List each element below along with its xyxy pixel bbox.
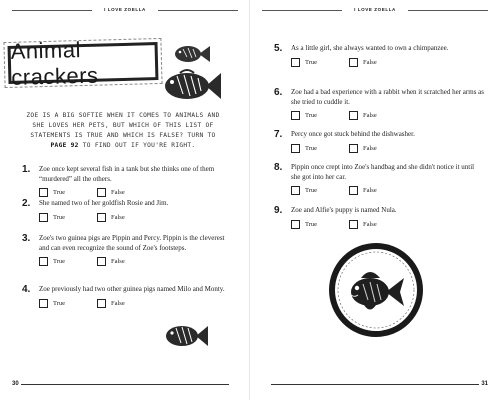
false-checkbox[interactable] [97,257,106,266]
question-9: 9. Zoe and Alfie's puppy is named Nula. True False [274,205,397,228]
question-2: 2. She named two of her goldfish Rosie and Jim. True False [22,198,169,221]
question-5: 5. As a little girl, she always wanted to own a chimpanzee. True False [274,43,449,66]
true-checkbox[interactable] [39,257,48,266]
question-6: 6. Zoe had a bad experience with a rabbit when it scratched her arms as she tried to cuddle it. True False [274,87,484,119]
running-head: I LOVE ZOELLA [250,7,500,12]
right-page [250,0,500,400]
question-4: 4. Zoe previously had two other guinea pigs named Milo and Monty. True False [22,284,225,307]
false-checkbox[interactable] [349,220,358,229]
true-checkbox[interactable] [39,213,48,222]
true-checkbox[interactable] [39,188,48,197]
false-checkbox[interactable] [97,188,106,197]
page-number: 31 [271,381,488,387]
true-checkbox[interactable] [39,299,48,308]
fish-icon [160,67,222,105]
page-number: 30 [12,381,229,387]
running-head: I LOVE ZOELLA [0,7,250,12]
false-checkbox[interactable] [349,186,358,195]
true-checkbox[interactable] [291,186,300,195]
question-3: 3. Zoe's two guinea pigs are Pippin and Percy. Pippin is the cleverest and can even recognize the sound of Zoe's footsteps. True False [22,233,225,265]
true-checkbox[interactable] [291,220,300,229]
fish-stamp-icon [328,242,424,338]
false-checkbox[interactable] [349,58,358,67]
true-checkbox[interactable] [291,144,300,153]
false-checkbox[interactable] [349,144,358,153]
question-1: 1. Zoe once kept several fish in a tank but she thinks one of them “murdered” all the others. True False [22,164,215,196]
fish-icon [173,43,211,65]
false-checkbox[interactable] [349,111,358,120]
question-7: 7. Percy once got stuck behind the dishwasher. True False [274,129,415,152]
fish-icon [163,322,209,350]
true-checkbox[interactable] [291,58,300,67]
page-title: Animal crackers [8,42,159,84]
false-checkbox[interactable] [97,213,106,222]
true-checkbox[interactable] [291,111,300,120]
false-checkbox[interactable] [97,299,106,308]
question-8: 8. Pippin once crept into Zoe's handbag and she didn't notice it until she got into her car. True False [274,162,475,194]
intro-text: ZOE IS A BIG SOFTIE WHEN IT COMES TO ANIMALS AND SHE LOVES HER PETS, BUT WHICH OF THIS LIST OF STATEMENTS IS TRUE AND WHICH IS FALSE? TURN TO PAGE 92 TO FIND OUT IF YOU'RE RIGHT. [26,112,220,149]
